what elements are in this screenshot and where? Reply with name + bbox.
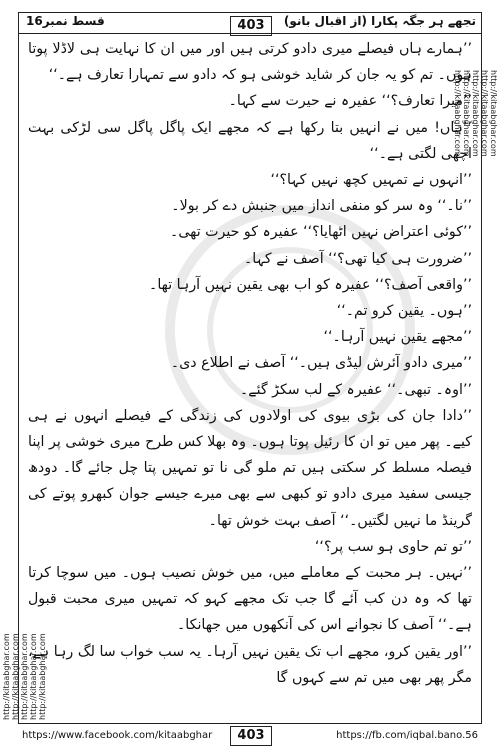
facebook-link[interactable]: https://www.facebook.com/kitaabghar (22, 730, 213, 741)
side-url-left-2[interactable]: http://kitaabghar.com (11, 633, 20, 720)
paragraph: ’’تو تم حاوی ہو سب پر؟‘‘ (314, 538, 472, 555)
side-url-left-1[interactable]: http://kitaabghar.com (2, 633, 11, 720)
novel-title: تجھے ہر جگہ پکارا (از اقبال بانو) (283, 14, 476, 28)
page-footer (18, 724, 482, 748)
paragraph: ’’مجھے یقین نہیں آرہا۔‘‘ (323, 329, 472, 346)
header-rule (18, 33, 482, 34)
page-number-top: 403 (230, 16, 272, 36)
side-url-left-5[interactable]: http://kitaabghar.com (38, 633, 47, 720)
paragraph: ’’ہاں! میں نے انہیں بتا رکھا ہے کہ مجھے ایک پاگل پاگل سی لڑکی بہت اچھی لگتی ہے۔‘‘ (28, 119, 472, 162)
side-url-left-3[interactable]: http://kitaabghar.com (20, 633, 29, 720)
page-number-bottom: 403 (230, 726, 272, 746)
paragraph: ’’ہمارے ہاں فیصلے میری دادو کرتی ہیں اور میں ان کا نہایت ہی لاڈلا پوتا ہوں۔ تم کو یہ جان کر شاید خوشی ہو کہ دادو سے تمہارا تعارف ہے۔‘‘ (28, 41, 472, 84)
paragraph: ’’اور یقین کرو، مجھے اب تک یقین نہیں آرہا۔ یہ سب خواب سا لگ رہا ہے، مگر پھر بھی میں تم سے کہوں گا (28, 643, 472, 686)
side-url-right-4[interactable]: http://kitaabghar.com (462, 70, 471, 157)
body-text (28, 36, 472, 718)
paragraph: ’’انہوں نے تمہیں کچھ نہیں کہا؟‘‘ (270, 172, 472, 189)
episode-label: قسط نمبر16 (26, 14, 105, 28)
paragraph: ’’نا۔‘‘ وہ سر کو منفی انداز میں جنبش دے کر بولا۔ (171, 198, 472, 215)
paragraph: ’’میری دادو آئرش لیڈی ہیں۔‘‘ آصف نے اطلاع دی۔ (170, 355, 472, 372)
side-url-left-4[interactable]: http://kitaabghar.com (29, 633, 38, 720)
paragraph: ’’ہوں۔ یقین کرو تم۔‘‘ (336, 303, 472, 320)
side-url-right-2[interactable]: http://kitaabghar.com (480, 70, 489, 157)
paragraph: ’’ضرورت ہی کیا تھی؟‘‘ آصف نے کہا۔ (243, 250, 472, 267)
paragraph: ’’میرا تعارف؟‘‘ عفیرہ نے حیرت سے کہا۔ (228, 93, 472, 110)
paragraph: ’’دادا جان کی بڑی بیوی کی اولادوں کی زندگی کے فیصلے انہوں نے ہی کیے۔ پھر میں تو ان کا رئیل پوتا ہوں۔ وہ بھلا کس طرح میری خوشی پر اپنا فیصلہ مسلط کر سکتی ہیں تم ملو گی نا تو تمہیں پتا چل جائے گا۔ دودھ جیسی سفید میری دادو تو کبھی سے بھی میرے جیسے جوان کبھرو پوتے کی گرینڈ ما نہیں لگتیں۔‘‘ آصف بہت خوش تھا۔ (28, 407, 472, 529)
side-url-right-3[interactable]: http://kitaabghar.com (471, 70, 480, 157)
paragraph: ’’واقعی آصف؟‘‘ عفیرہ کو اب بھی یقین نہیں آرہا تھا۔ (149, 276, 472, 293)
side-url-right-5[interactable]: http://kitaabghar.com (453, 70, 462, 157)
paragraph: ’’کوئی اعتراض نہیں اٹھایا؟‘‘ عفیرہ کو حیرت تھی۔ (170, 224, 472, 241)
side-url-right-1[interactable]: http://kitaabghar.com (489, 70, 498, 157)
paragraph: ’’اوہ۔ تبھی۔‘‘ عفیرہ کے لب سکڑ گئے۔ (239, 381, 472, 398)
page-header (18, 12, 482, 34)
author-fb-link[interactable]: https://fb.com/iqbal.bano.56 (336, 730, 478, 741)
paragraph: ’’نہیں۔ ہر محبت کے معاملے میں، میں خوش نصیب ہوں۔ میں سوچا کرتا تھا کہ وہ دن کب آئے گا جب تک مجھے کہو کہ تمہیں میری محبت قبول ہے۔‘‘ آصف کا نجوانے اس کی آنکھوں میں جھانکا۔ (28, 565, 472, 634)
